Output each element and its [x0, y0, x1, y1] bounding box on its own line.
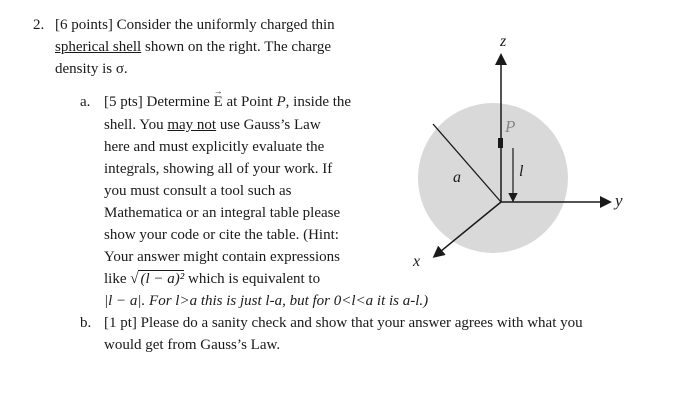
part-a-line-2 [104, 116, 321, 135]
z-axis-label: z [500, 33, 507, 50]
part-a-text-1b: at Point [222, 94, 277, 110]
point-p-marker [498, 138, 503, 148]
part-a-line-1 [104, 86, 352, 112]
part-a-text-1a: [5 pts] Determine [104, 94, 214, 110]
problem-number: 2. [33, 17, 45, 33]
may-not-emphasis: may not [167, 117, 217, 133]
part-a-line-10 [104, 292, 428, 311]
problem-points: [6 points] [55, 17, 113, 33]
part-a-letter: a. [80, 94, 91, 110]
part-a-line-6: Mathematica or an integral table please [104, 205, 341, 221]
e-symbol: E [213, 94, 223, 110]
part-a-line-9 [104, 270, 320, 289]
part-a-line-7: show your code or cite the table. (Hint: [104, 227, 339, 243]
radius-a-label: a [453, 169, 461, 186]
distance-l-label: l [519, 163, 524, 180]
e-field-vector: → E [213, 86, 223, 110]
part-a-text-10b: l>a this is just l-a, but for 0<l<a it is a-l.) [175, 293, 429, 309]
charged-shell-sphere [418, 103, 568, 253]
problem-intro-line-1 [55, 16, 335, 35]
part-a-text-2a: shell. You [104, 117, 168, 133]
part-a-text-10a: |l − a|. For [104, 293, 176, 309]
point-p-symbol: P [276, 94, 286, 110]
part-b-line-2: would get from Gauss’s Law. [104, 337, 281, 353]
part-a-text-9a: like [104, 271, 131, 287]
sqrt-sign: √ [130, 271, 139, 287]
point-p-label: P [505, 117, 516, 136]
part-a-text-2c: use Gauss’s Law [216, 117, 321, 133]
spherical-shell-figure [395, 20, 687, 280]
intro-text-2: shown on the right. The charge [141, 39, 332, 55]
problem-intro-line-3: density is σ. [55, 61, 128, 77]
sqrt-radicand: (l − a)² [140, 271, 185, 287]
part-a-text-9d: which is equivalent to [184, 271, 321, 287]
spherical-shell-term: spherical shell [55, 39, 142, 55]
part-a-text-1c: , inside the [285, 94, 352, 110]
problem-intro-line-2 [55, 38, 331, 57]
part-a-line-3: here and must explicitly evaluate the [104, 139, 325, 155]
part-a-line-8: Your answer might contain expressions [104, 249, 340, 265]
part-b-letter: b. [80, 315, 92, 331]
x-axis-label: x [413, 253, 421, 270]
part-a-line-4: integrals, showing all of your work. If [104, 161, 333, 177]
part-a-line-5: you must consult a tool such as [104, 183, 292, 199]
y-axis-label: y [615, 191, 623, 210]
part-b-line-1: [1 pt] Please do a sanity check and show that your answer agrees with what you [104, 315, 583, 331]
intro-text-1: Consider the uniformly charged thin [112, 17, 335, 33]
